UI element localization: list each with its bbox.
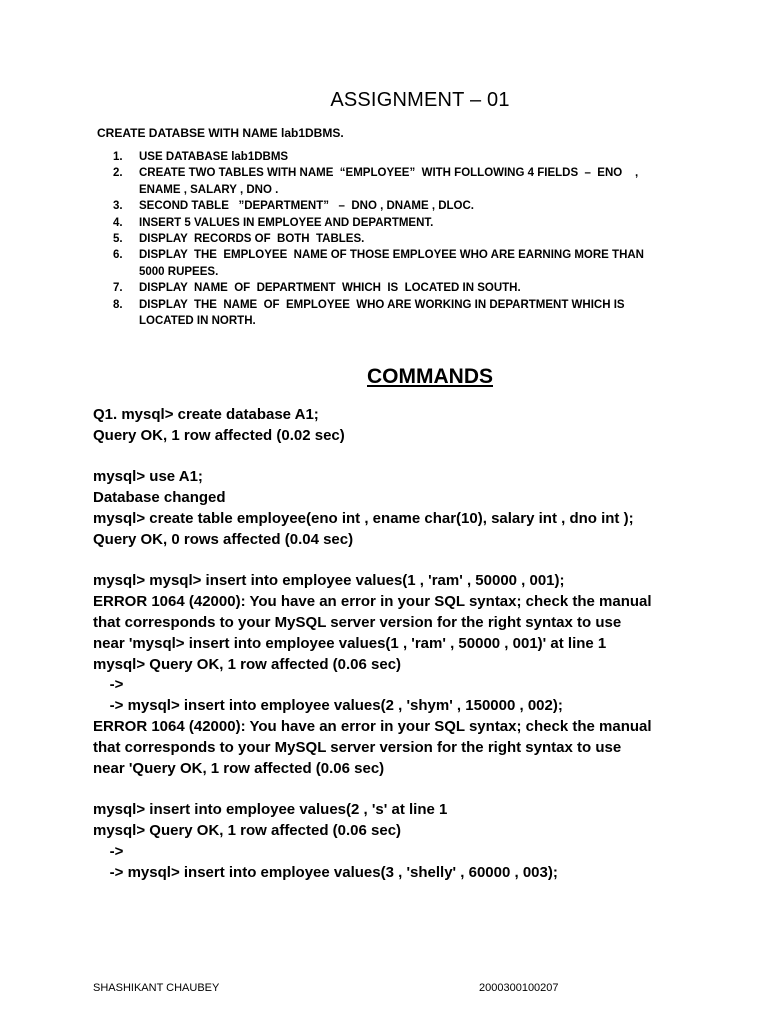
console-line: Query OK, 0 rows affected (0.04 sec) (93, 530, 354, 548)
console-line: that corresponds to your MySQL server version for the right syntax to use (93, 613, 622, 631)
task-number: 3. (113, 200, 123, 213)
console-line: ERROR 1064 (42000): You have an error in your SQL syntax; check the manual (93, 593, 652, 611)
console-line: -> (93, 842, 124, 860)
task-text: DISPLAY THE NAME OF EMPLOYEE WHO ARE WORKING IN DEPARTMENT WHICH IS LOCATED IN NORTH. (139, 298, 625, 328)
task-item (113, 247, 673, 280)
task-number: 8. (113, 298, 123, 311)
console-line: near 'mysql> insert into employee values(1 , 'ram' , 50000 , 001)' at line 1 (93, 634, 607, 652)
intro-line: CREATE DATABSE WITH NAME lab1DBMS. (97, 126, 344, 140)
task-text: USE DATABASE lab1DBMS (139, 151, 289, 163)
task-number: 7. (113, 282, 123, 295)
task-number: 6. (113, 249, 123, 262)
console-line: mysql> Query OK, 1 row affected (0.06 sec) (93, 655, 402, 673)
task-number: 2. (113, 167, 123, 180)
console-line: Query OK, 1 row affected (0.02 sec) (93, 426, 345, 444)
console-line (93, 779, 713, 800)
task-item (113, 165, 673, 198)
task-list (113, 149, 673, 329)
task-number: 4. (113, 216, 123, 229)
task-item (113, 215, 673, 231)
console-line: near 'Query OK, 1 row affected (0.06 sec) (93, 759, 385, 777)
assignment-title: ASSIGNMENT – 01 (330, 89, 510, 111)
console-line: mysql> create table employee(eno int , ename char(10), salary int , dno int ); (93, 509, 634, 527)
console-line (93, 551, 713, 572)
task-text: DISPLAY NAME OF DEPARTMENT WHICH IS LOCATED IN SOUTH. (139, 282, 521, 295)
console-line: mysql> use A1; (93, 468, 203, 486)
task-number: 1. (113, 151, 123, 163)
task-item (113, 149, 673, 165)
console-line: ERROR 1064 (42000): You have an error in your SQL syntax; check the manual (93, 717, 652, 735)
console-line: -> (93, 676, 124, 694)
task-item (113, 280, 673, 296)
console-line: Q1. mysql> create database A1; (93, 406, 319, 423)
commands-heading: COMMANDS (367, 365, 493, 388)
task-item (113, 231, 673, 247)
footer-author: SHASHIKANT CHAUBEY (93, 982, 220, 994)
task-item (113, 297, 673, 330)
console-line: mysql> insert into employee values(2 , 's' at line 1 (93, 801, 448, 819)
task-text: DISPLAY THE EMPLOYEE NAME OF THOSE EMPLOYEE WHO ARE EARNING MORE THAN 5000 RUPEES. (139, 249, 644, 278)
console-line: mysql> mysql> insert into employee values(1 , 'ram' , 50000 , 001); (93, 572, 565, 590)
console-line: Database changed (93, 489, 226, 507)
console-line: -> mysql> insert into employee values(3 , 'shelly' , 60000 , 003); (93, 863, 558, 881)
task-text: CREATE TWO TABLES WITH NAME “EMPLOYEE” WITH FOLLOWING 4 FIELDS – ENO , ENAME , SALARY , DNO . (139, 167, 639, 196)
console-output (93, 405, 713, 883)
task-number: 5. (113, 233, 123, 246)
task-text: SECOND TABLE ”DEPARTMENT” – DNO , DNAME , DLOC. (139, 200, 474, 213)
console-line: mysql> Query OK, 1 row affected (0.06 sec) (93, 821, 402, 839)
task-text: INSERT 5 VALUES IN EMPLOYEE AND DEPARTMENT. (139, 216, 434, 229)
console-line: -> mysql> insert into employee values(2 , 'shym' , 150000 , 002); (93, 697, 563, 715)
task-item (113, 198, 673, 214)
console-line (93, 447, 713, 468)
footer-roll-number: 2000300100207 (479, 982, 559, 994)
console-line: that corresponds to your MySQL server version for the right syntax to use (93, 738, 622, 756)
task-text: DISPLAY RECORDS OF BOTH TABLES. (139, 233, 365, 246)
